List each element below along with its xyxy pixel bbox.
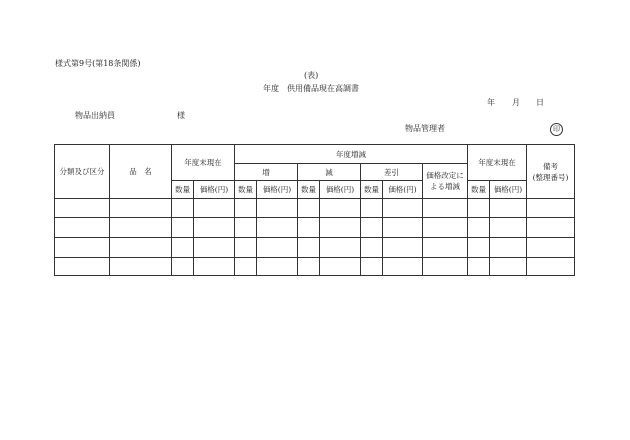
sub-quantity: 数量 <box>298 181 320 199</box>
table-cell <box>110 199 172 218</box>
table-cell <box>320 258 361 276</box>
table-cell <box>383 199 423 218</box>
table-cell <box>423 199 468 218</box>
document-title: 年度 供用備品現在高調書 <box>263 84 359 93</box>
table-cell <box>298 218 320 238</box>
table-cell <box>194 199 235 218</box>
header-price-revision <box>423 164 468 199</box>
table-cell <box>235 218 257 238</box>
table-cell <box>468 218 490 238</box>
table-row <box>55 218 575 238</box>
table-cell <box>298 258 320 276</box>
date-year: 年 <box>487 98 495 107</box>
table-row <box>55 199 575 218</box>
issuer-label: 物品出納員 <box>75 111 115 120</box>
table-cell <box>527 199 575 218</box>
table-cell <box>383 218 423 238</box>
table-cell <box>55 258 110 276</box>
table-cell <box>55 238 110 258</box>
inventory-table <box>54 144 575 276</box>
sub-price: 価格(円) <box>383 181 423 199</box>
header-increase: 増 <box>235 164 298 181</box>
sub-quantity: 数量 <box>235 181 257 199</box>
seal-mark-icon: 印 <box>550 123 563 136</box>
table-cell <box>110 258 172 276</box>
manager-label: 物品管理者 <box>405 124 445 133</box>
sub-quantity: 数量 <box>468 181 490 199</box>
table-cell <box>320 199 361 218</box>
header-end-prev-year: 年度末現在 <box>172 145 235 181</box>
table-cell <box>110 238 172 258</box>
table-cell <box>55 199 110 218</box>
header-decrease: 減 <box>298 164 361 181</box>
table-cell <box>172 238 194 258</box>
table-cell <box>194 258 235 276</box>
form-number: 様式第9号(第18条関係) <box>55 59 141 68</box>
table-cell <box>320 218 361 238</box>
header-end-current-year: 年度末現在 <box>468 145 527 181</box>
table-cell <box>55 218 110 238</box>
table-cell <box>361 238 383 258</box>
table-cell <box>361 199 383 218</box>
table-cell <box>527 218 575 238</box>
price-revision-line-2: よる増減 <box>430 182 460 191</box>
table-cell <box>490 258 527 276</box>
sub-price: 価格(円) <box>320 181 361 199</box>
table-cell <box>194 218 235 238</box>
table-cell <box>361 218 383 238</box>
table-cell <box>298 199 320 218</box>
table-cell <box>490 218 527 238</box>
sub-price: 価格(円) <box>490 181 527 199</box>
table-row <box>55 258 575 276</box>
table-cell <box>257 199 298 218</box>
header-item-name: 品 名 <box>110 145 172 199</box>
table-row <box>55 238 575 258</box>
table-cell <box>110 218 172 238</box>
header-remarks <box>527 145 575 199</box>
header-category: 分類及び区分 <box>55 145 110 199</box>
table-cell <box>235 238 257 258</box>
sub-price: 価格(円) <box>194 181 235 199</box>
date-month: 月 <box>512 98 520 107</box>
header-difference: 差引 <box>361 164 423 181</box>
table-cell <box>361 258 383 276</box>
price-revision-line-1: 価格改定に <box>426 171 464 180</box>
table-cell <box>468 258 490 276</box>
table-cell <box>383 238 423 258</box>
header-annual-change: 年度増減 <box>235 145 468 164</box>
table-cell <box>257 218 298 238</box>
table-cell <box>172 199 194 218</box>
table-cell <box>490 238 527 258</box>
table-cell <box>423 218 468 238</box>
table-cell <box>257 258 298 276</box>
table-cell <box>320 238 361 258</box>
remarks-line-2: (整理番号) <box>532 172 569 182</box>
table-cell <box>172 218 194 238</box>
table-cell <box>257 238 298 258</box>
table-cell <box>527 238 575 258</box>
date-day: 日 <box>536 98 544 107</box>
table-cell <box>423 258 468 276</box>
table-cell <box>383 258 423 276</box>
table-mark: (表) <box>304 71 319 80</box>
sub-quantity: 数量 <box>361 181 383 199</box>
table-cell <box>527 258 575 276</box>
table-cell <box>490 199 527 218</box>
table-cell <box>468 199 490 218</box>
table-cell <box>423 238 468 258</box>
table-cell <box>172 258 194 276</box>
table-cell <box>194 238 235 258</box>
table-cell <box>298 238 320 258</box>
sub-quantity: 数量 <box>172 181 194 199</box>
table-cell <box>235 258 257 276</box>
issuer-honorific: 様 <box>177 111 185 120</box>
table-cell <box>468 238 490 258</box>
remarks-line-1: 備考 <box>543 161 558 171</box>
table-cell <box>235 199 257 218</box>
sub-price: 価格(円) <box>257 181 298 199</box>
